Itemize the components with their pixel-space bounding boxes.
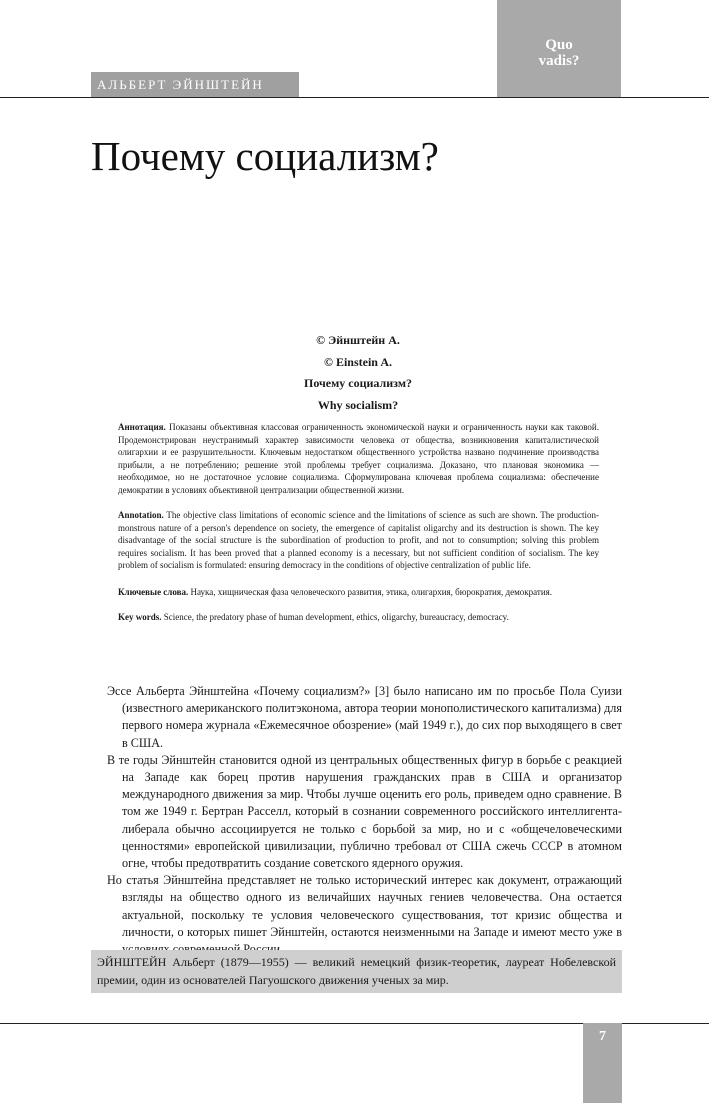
abstract-ru-label: Аннотация. [118,422,166,432]
keywords-en-text: Science, the predatory phase of human development, ethics, oligarchy, bureaucracy, democracy. [161,612,509,622]
article-title: Почему социализм? [91,133,439,179]
abstract-en-text: The objective class limitations of economic science and the limitations of science as such are shown. The production-monstrous nature of a person's dependence on society, the emergence of capitalist oligarchy and its destruction is shown. The key disadvantage of the social structure is the subordination of production to profit, and not to consumption; solving this problem requires socialism. It has been proved that a planned economy is a necessary, but not sufficient condition of socialism. The key problem of socialism is formulated: ensuring democracy in the conditions of objective centralization of public life. [118,510,599,570]
section-label-line1: Quo [545,37,573,53]
section-tab [497,0,621,97]
keywords-en-label: Key words. [118,612,162,622]
body-paragraph: В те годы Эйнштейн становится одной из центральных общественных фигур в борьбе с реакцией на Западе как борец против нарушения гражданских прав в США и организатор международного движения за мир. Чтобы лучше оценить его роль, приведем одно сравнение. В том же 1949 г. Бертран Расселл, который в сознании современного российского интеллигента-либерала обычно ассоциируется не только с борьбой за мир, но и с «общечеловеческими ценностями» европейской цивилизации, публично требовал от США сжечь СССР в атомном огне, чтобы предотвратить создание советского ядерного оружия. [107,752,622,871]
article-body [107,683,622,958]
page-number-tab [583,1023,622,1103]
body-paragraph: Эссе Альберта Эйнштейна «Почему социализм?» [3] было написано им по просьбе Пола Суизи (известного американского политэконома, автора теории монополистического капитализма) для первого номера журнала «Ежемесячное обозрение» (май 1949 г.), до сих пор выходящего в свет в США. [107,684,622,750]
running-header-author: АЛЬБЕРТ ЭЙНШТЕЙН [91,72,299,97]
keywords-ru [118,586,599,599]
abstract-en [118,509,599,572]
article-meta [118,330,598,416]
title-ru: Почему социализм? [303,376,413,390]
title-en: Why socialism? [317,397,399,412]
keywords-ru-label: Ключевые слова. [118,586,189,597]
abstract-ru-text: Показаны объективная классовая ограниченность экономической науки и ограниченность науки как таковой. Продемонстрирован неустранимый характер зависимости человека от общества, возникновения капиталистической олигархии и ее разрушительности. Ключевым недостатком общественного устройства названо подчинение производства прибыли, а не потреблению; решение этой проблемы требует социализма. Доказано, что плановая экономика — необходимое, но не достаточное условие социализма. Сформулирована ключевая проблема социализма: обеспечение демократии в условиях объективной централизации общественной жизни. [118,422,599,495]
page-number: 7 [599,1029,606,1044]
copyright-ru: © Эйнштейн А. [316,333,400,347]
author-bio: ЭЙНШТЕЙН Альберт (1879—1955) — великий немецкий физик-теоретик, лауреат Нобелевской премии, один из основателей Пагуошского движения ученых за мир. [91,950,622,993]
keywords-en [118,611,599,624]
keywords-ru-text: Наука, хищническая фаза человеческого развития, этика, олигархия, бюрократия, демократия. [188,586,553,597]
section-label-line2: vadis? [538,53,580,69]
copyright-en: © Einstein A. [324,354,392,369]
abstract-en-label: Annotation. [118,510,164,520]
abstracts [118,421,599,637]
abstract-ru [118,421,599,496]
body-paragraph: Но статья Эйнштейна представляет не только исторический интерес как документ, отражающий взгляды на общество одного из величайших научных гениев человечества. Она остается актуальной, поскольку те условия человеческого существования, тот кризис общества и личности, о которых пишет Эйнштейн, остаются неизменными на Западе и имеют место уже в [107,873,622,939]
header-rule [0,97,709,98]
